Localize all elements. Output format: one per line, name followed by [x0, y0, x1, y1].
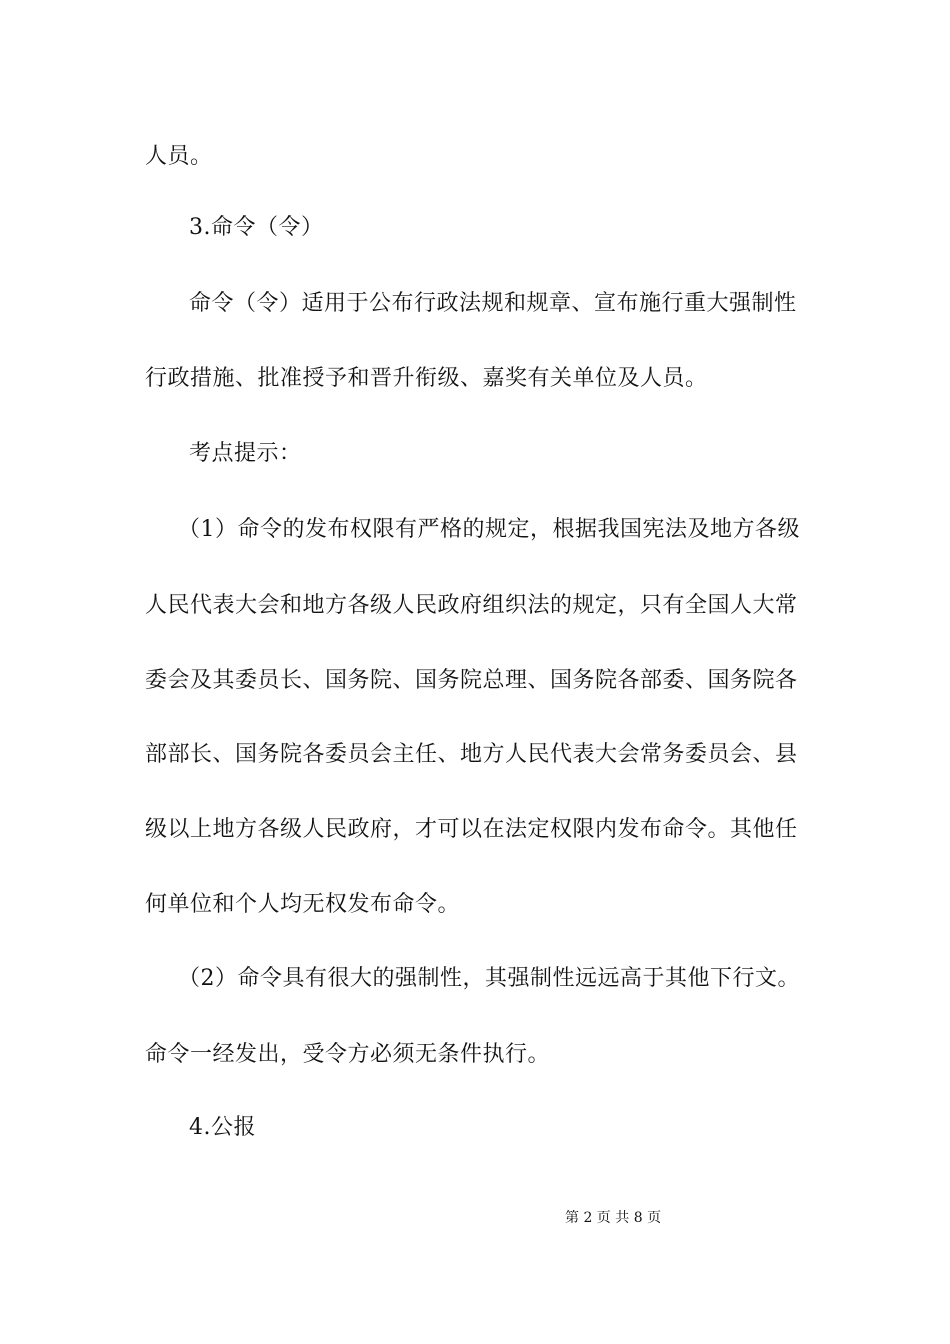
section-heading: 3.命令（令）: [189, 215, 324, 240]
text-line: （2）命令具有很大的强制性，其强制性远远高于其他下行文。: [178, 966, 800, 991]
subheading: 考点提示：: [189, 441, 302, 466]
section-heading: 4.公报: [189, 1115, 256, 1140]
text-line: 人员。: [145, 144, 213, 169]
page-number-footer: 第 2 页 共 8 页: [565, 1210, 662, 1226]
text-line: 何单位和个人均无权发布命令。: [145, 892, 461, 917]
text-line: （1）命令的发布权限有严格的规定，根据我国宪法及地方各级: [178, 517, 800, 542]
text-line: 级以上地方各级人民政府，才可以在法定权限内发布命令。其他任: [145, 817, 798, 842]
text-line: 人民代表大会和地方各级人民政府组织法的规定，只有全国人大常: [145, 593, 798, 618]
text-line: 命令（令）适用于公布行政法规和规章、宣布施行重大强制性: [189, 291, 797, 316]
text-line: 部部长、国务院各委员会主任、地方人民代表大会常务委员会、县: [145, 742, 798, 767]
text-line: 委会及其委员长、国务院、国务院总理、国务院各部委、国务院各: [145, 668, 798, 693]
text-line: 行政措施、批准授予和晋升衔级、嘉奖有关单位及人员。: [145, 366, 708, 391]
text-line: 命令一经发出，受令方必须无条件执行。: [145, 1042, 551, 1067]
